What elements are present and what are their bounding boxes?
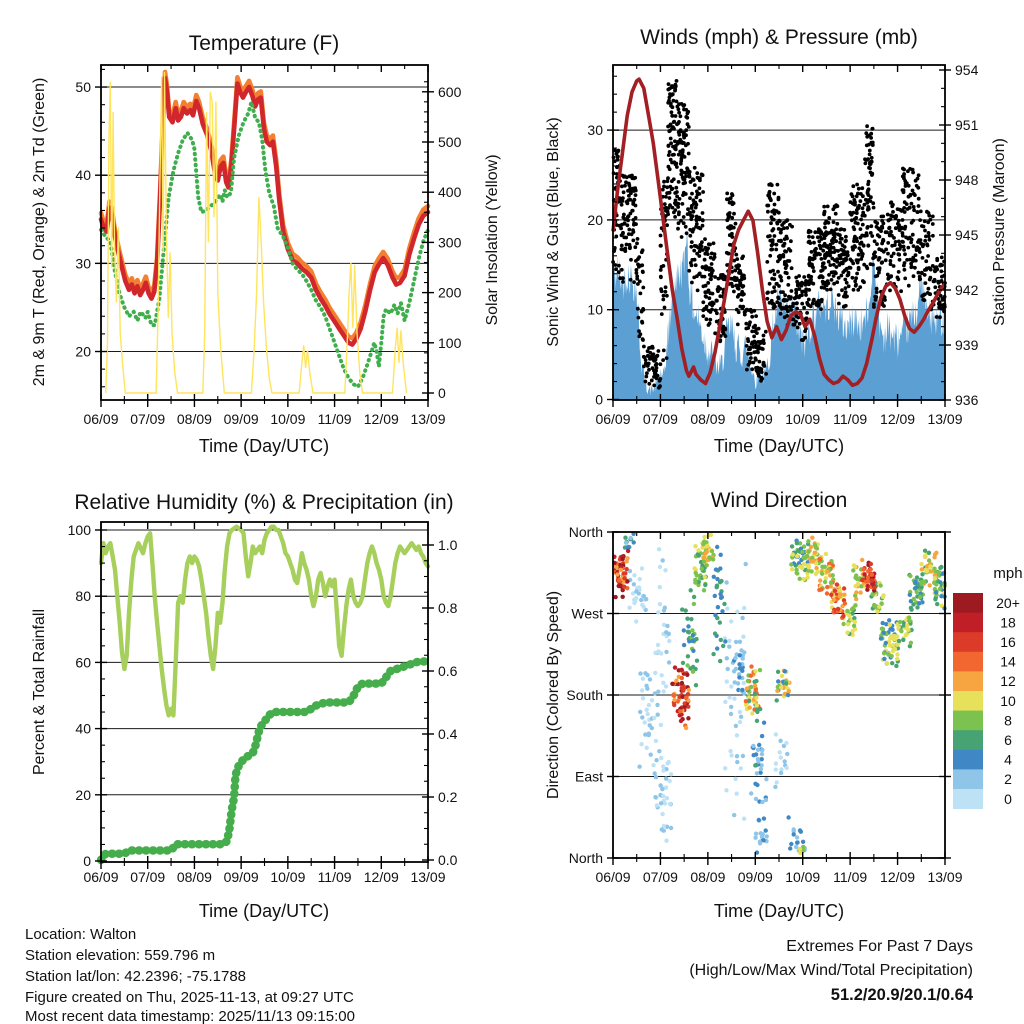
colorbar-swatch	[953, 711, 983, 731]
panel-humidity-precip	[68, 522, 458, 885]
tick-label: 07/09	[642, 869, 678, 885]
humidity-title: Relative Humidity (%) & Precipitation (in)	[74, 491, 454, 514]
figure-created-timestamp: Figure created on Thu, 2025-11-13, at 09:27 UTC	[25, 989, 354, 1006]
colorbar-swatch	[953, 632, 983, 652]
tick-label: 600	[438, 83, 462, 100]
tick-label: 2	[1004, 771, 1012, 788]
tick-label: 07/09	[130, 411, 166, 427]
tick-label: 200	[438, 284, 462, 301]
humidity-xlabel: Time (Day/UTC)	[198, 901, 330, 921]
tick-label: 08/09	[690, 411, 726, 427]
tick-label: 10/09	[785, 411, 821, 427]
tick-label: South	[566, 687, 603, 703]
tick-label: 8	[1004, 712, 1012, 729]
tick-label: 936	[955, 392, 979, 408]
tick-label: 11/09	[833, 411, 868, 427]
temp-2m-line	[101, 78, 428, 344]
tick-label: 06/09	[83, 411, 119, 427]
colorbar-swatch	[953, 652, 983, 672]
tick-label: 40	[75, 167, 91, 184]
recent-data-timestamp: Most recent data timestamp: 2025/11/13 09:15:00	[25, 1008, 355, 1024]
tick-label: 942	[955, 282, 979, 298]
tick-label: 300	[438, 234, 462, 251]
tick-label: 40	[75, 720, 91, 737]
tick-label: 30	[587, 122, 603, 139]
tick-label: 14	[1000, 653, 1016, 670]
tick-label: 12/09	[880, 869, 916, 885]
tick-label: 13/09	[927, 411, 963, 427]
temperature-title: Temperature (F)	[188, 32, 340, 55]
temperature-series	[101, 72, 428, 393]
tick-label: 0.4	[438, 726, 458, 742]
tick-label: 0	[83, 853, 91, 869]
tick-label: 20	[587, 211, 603, 228]
extremes-subtitle: (High/Low/Max Wind/Total Precipitation)	[689, 962, 973, 979]
temperature-ylabel-left: 2m & 9m T (Red, Orange) & 2m Td (Green)	[31, 77, 48, 387]
tick-label: 13/09	[410, 411, 446, 427]
extremes-title: Extremes For Past 7 Days	[786, 938, 973, 955]
tick-label: 20	[75, 786, 91, 803]
tick-label: 0.2	[438, 789, 458, 805]
temperature-xlabel: Time (Day/UTC)	[198, 436, 330, 456]
tick-label: 0.0	[438, 852, 458, 868]
tick-label: 11/09	[317, 869, 352, 885]
colorbar-swatch	[953, 750, 983, 770]
station-elevation: Station elevation: 559.796 m	[25, 947, 216, 964]
tick-label: 09/09	[737, 869, 773, 885]
tick-label: 951	[955, 117, 979, 133]
colorbar-swatch	[953, 730, 983, 750]
tick-label: 06/09	[595, 411, 631, 427]
colorbar-swatch	[953, 789, 983, 809]
colorbar-swatch	[953, 613, 983, 633]
axes	[68, 522, 458, 885]
dewpoint-line	[101, 102, 428, 387]
winds-xlabel: Time (Day/UTC)	[713, 436, 845, 456]
tick-label: 0.8	[438, 600, 458, 616]
tick-label: North	[568, 850, 603, 866]
tick-label: 0	[1004, 790, 1012, 807]
winds-ylabel-right: Station Pressure (Maroon)	[991, 138, 1008, 326]
tick-label: 09/09	[223, 869, 259, 885]
tick-label: 1.0	[438, 537, 458, 553]
tick-label: 10/09	[270, 411, 306, 427]
tick-label: 100	[438, 334, 462, 351]
tick-label: 20	[75, 343, 91, 360]
humidity-series	[101, 527, 428, 860]
tick-label: 400	[438, 184, 462, 201]
tick-label: 4	[1004, 751, 1012, 768]
tick-label: 10	[1000, 692, 1016, 709]
tick-label: 939	[955, 337, 979, 353]
panel-wind-direction	[566, 524, 962, 885]
tick-label: 12/09	[363, 411, 399, 427]
colorbar-title: mph	[993, 565, 1023, 582]
tick-label: 20+	[996, 594, 1020, 611]
tick-label: 0	[595, 391, 603, 408]
tick-label: 13/09	[410, 869, 446, 885]
tick-label: 16	[1000, 634, 1016, 650]
station-latlon: Station lat/lon: 42.2396; -75.1788	[25, 968, 247, 985]
wind-direction-title: Wind Direction	[710, 489, 848, 512]
tick-label: 6	[1004, 732, 1012, 748]
winds-title: Winds (mph) & Pressure (mb)	[640, 26, 918, 49]
tick-label: 08/09	[690, 869, 726, 885]
tick-label: North	[568, 524, 603, 540]
humidity-ylabel-left: Percent & Total Rainfall	[31, 608, 48, 776]
tick-label: 11/09	[317, 411, 352, 427]
tick-label: 18	[1000, 614, 1016, 631]
colorbar-swatch	[953, 769, 983, 789]
station-location: Location: Walton	[25, 926, 137, 943]
tick-label: 100	[67, 522, 91, 538]
panel-winds-pressure	[587, 62, 978, 427]
precip-dots-line	[101, 662, 428, 861]
temperature-ylabel-right: Solar Insolation (Yellow)	[484, 154, 501, 326]
tick-label: 10/09	[785, 869, 821, 885]
tick-label: 07/09	[642, 411, 678, 427]
wind-direction-dots	[612, 532, 947, 856]
humidity-line	[101, 527, 428, 716]
tick-label: 09/09	[223, 411, 259, 427]
tick-label: 12/09	[880, 411, 916, 427]
tick-label: 10/09	[270, 869, 306, 885]
tick-label: 50	[75, 79, 91, 96]
tick-label: 60	[75, 654, 91, 671]
tick-label: 10	[587, 301, 603, 318]
panel-temperature	[75, 65, 461, 427]
tick-label: East	[574, 768, 603, 785]
colorbar-swatch	[953, 671, 983, 691]
tick-label: 13/09	[927, 869, 963, 885]
tick-label: 12	[1000, 673, 1016, 690]
tick-label: 500	[438, 134, 462, 150]
wind-direction-xlabel: Time (Day/UTC)	[713, 901, 845, 921]
tick-label: 12/09	[363, 869, 399, 885]
tick-label: 09/09	[737, 411, 773, 427]
winds-series	[611, 79, 947, 400]
tick-label: 0	[438, 385, 446, 401]
winds-ylabel-left: Sonic Wind & Gust (Blue, Black)	[545, 117, 562, 347]
extremes-values: 51.2/20.9/20.1/0.64	[830, 986, 973, 1004]
tick-label: West	[571, 605, 603, 622]
wind-direction-ylabel-left: Direction (Colored By Speed)	[545, 590, 562, 800]
tick-label: 08/09	[176, 411, 212, 427]
tick-label: 11/09	[833, 869, 868, 885]
tick-label: 06/09	[595, 869, 631, 885]
tick-label: 07/09	[130, 869, 166, 885]
tick-label: 945	[955, 227, 979, 243]
tick-label: 954	[955, 62, 979, 78]
colorbar-swatch	[953, 593, 983, 613]
tick-label: 08/09	[176, 869, 212, 885]
tick-label: 30	[75, 255, 91, 272]
tick-label: 948	[955, 172, 979, 188]
tick-label: 80	[75, 588, 91, 605]
tick-label: 0.6	[438, 663, 458, 679]
speed-colorbar	[953, 593, 1020, 809]
colorbar-swatch	[953, 691, 983, 711]
tick-label: 06/09	[83, 869, 119, 885]
